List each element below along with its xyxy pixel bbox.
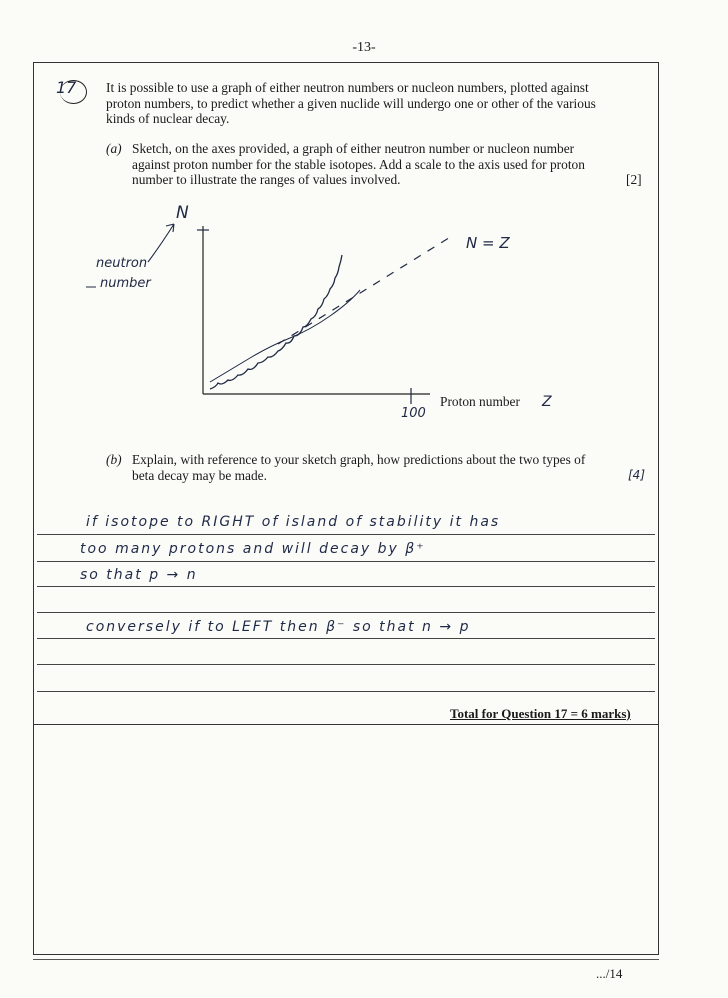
part-a: [106, 141, 604, 187]
answer-text-5: conversely if to LEFT then β⁻ so that n → p: [86, 619, 471, 635]
neutron-number-annotation-line2: number: [100, 276, 151, 291]
part-b-text: Explain, with reference to your sketch graph, how predictions about the two types of beta decay may be made.: [132, 452, 586, 483]
page-bottom-rule: [33, 959, 659, 960]
question-number: [56, 78, 76, 97]
question-number-text: 17: [56, 78, 77, 97]
answer-line-4: [37, 612, 655, 613]
sketch-graph: [60, 196, 620, 422]
answer-line-2: [37, 561, 655, 562]
answer-text-2: too many protons and will decay by β⁺: [80, 541, 426, 557]
answer-line-5: [37, 638, 655, 639]
answer-text-3: so that p → n: [80, 567, 198, 583]
part-b: [106, 452, 604, 484]
part-a-label: (a): [106, 141, 122, 156]
stability-curve-underline: [210, 290, 360, 382]
answer-line-6: [37, 664, 655, 665]
annotation-arrow: [148, 224, 174, 262]
n-equals-z-line: [278, 236, 452, 344]
x-axis-label: Proton number: [440, 394, 520, 409]
answer-line-3: [37, 586, 655, 587]
page-number: -13-: [352, 40, 376, 55]
answer-line-1: [37, 534, 655, 535]
answer-text-1: if isotope to RIGHT of island of stability it has: [86, 514, 501, 530]
question-total: [450, 706, 631, 722]
x-axis-label-z: Z: [542, 394, 552, 410]
part-b-label: (b): [106, 452, 122, 467]
n-equals-z-label: N = Z: [466, 234, 510, 252]
question-stem: It is possible to use a graph of either neutron numbers or nucleon numbers, plotted against proton numbers, to predict whether a given nuclide will undergo one or other of the various kinds of nuclear decay.: [106, 80, 596, 126]
question-number-circle: [60, 80, 87, 104]
y-axis-label-n: N: [176, 203, 189, 223]
answer-line-7: [37, 691, 655, 692]
question-total-text: Total for Question 17 = 6 marks): [450, 706, 631, 721]
frame-divider: [33, 724, 659, 725]
part-b-marks: [4]: [628, 468, 645, 482]
x-tick-label-100: 100: [401, 406, 426, 421]
page-footer: .../14: [596, 966, 623, 981]
part-a-marks: [2]: [626, 172, 642, 187]
neutron-number-annotation-line1: neutron: [96, 256, 148, 271]
stability-curve: [210, 255, 342, 389]
part-a-text: Sketch, on the axes provided, a graph of either neutron number or nucleon number against proton number for the stable isotopes. Add a scale to the axis used for proton number to illustrate the ranges of values involved.: [132, 141, 585, 187]
